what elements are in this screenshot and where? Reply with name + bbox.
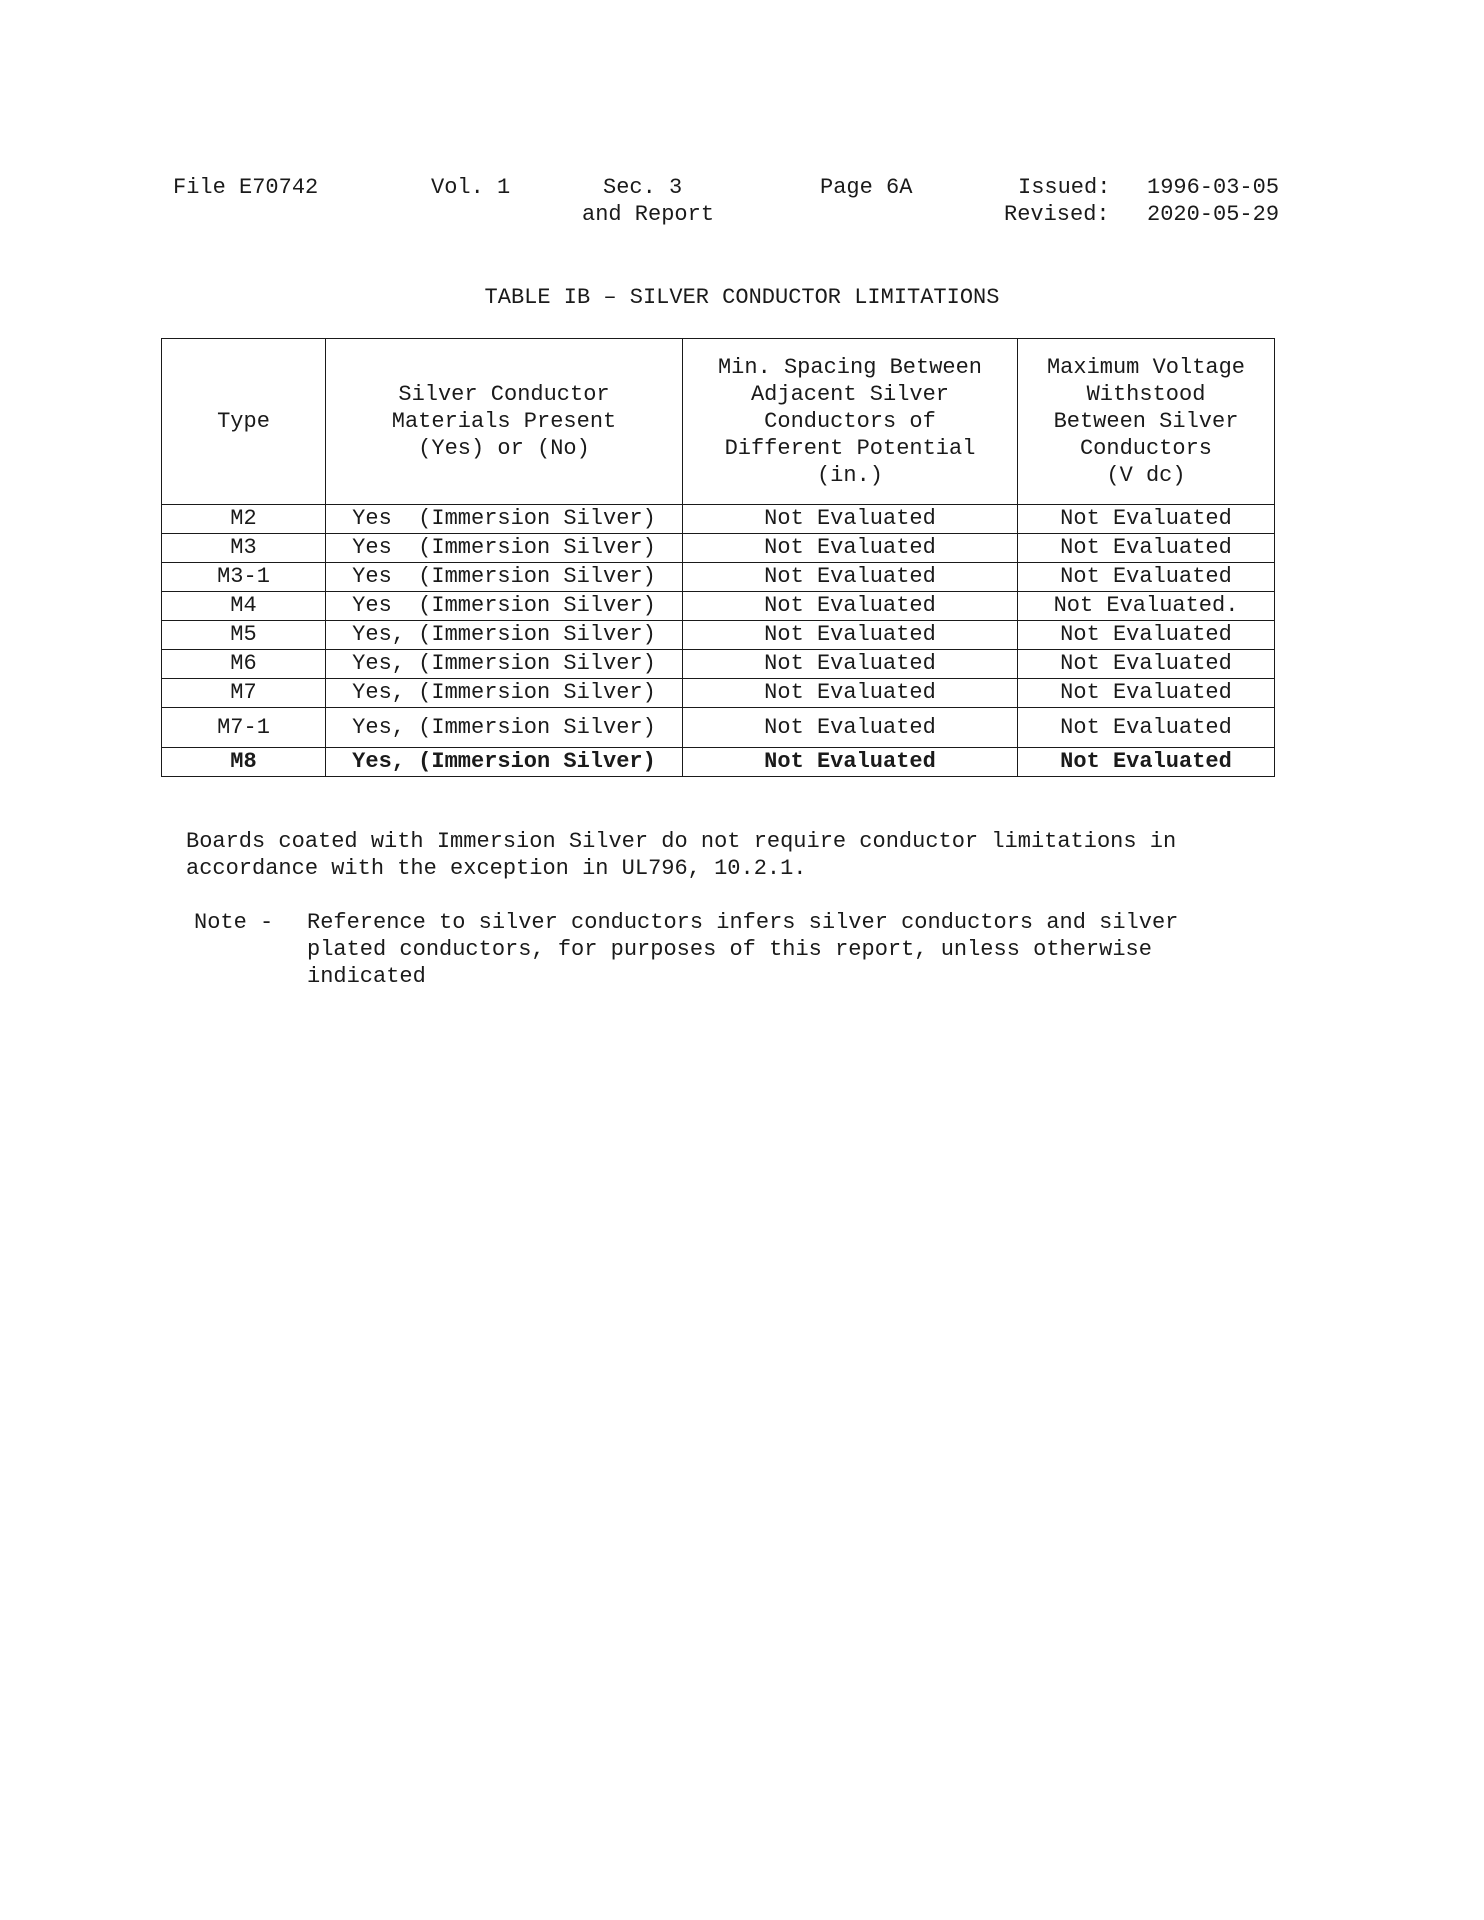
note-label: Note - — [194, 910, 274, 935]
table-row — [162, 748, 1275, 777]
column-header-materials: Silver Conductor Materials Present (Yes) or (No) — [326, 339, 683, 505]
table-row — [162, 505, 1275, 534]
paragraph-line: Boards coated with Immersion Silver do not require conductor limitations in — [186, 829, 1177, 854]
cell-type: M8 — [162, 748, 326, 777]
table-row — [162, 650, 1275, 679]
table-row — [162, 534, 1275, 563]
cell-type: M2 — [162, 505, 326, 534]
cell-voltage: Not Evaluated — [1018, 679, 1275, 708]
cell-spacing: Not Evaluated — [683, 563, 1018, 592]
cell-materials: Yes, (Immersion Silver) — [326, 748, 683, 777]
column-header-voltage: Maximum Voltage Withstood Between Silver Conductors (V dc) — [1018, 339, 1275, 505]
note-line: plated conductors, for purposes of this report, unless otherwise — [307, 937, 1152, 962]
cell-materials: Yes, (Immersion Silver) — [326, 650, 683, 679]
cell-voltage: Not Evaluated — [1018, 563, 1275, 592]
table-row — [162, 708, 1275, 748]
cell-type: M6 — [162, 650, 326, 679]
column-header-type: Type — [162, 339, 326, 505]
cell-type: M3-1 — [162, 563, 326, 592]
note-line: Reference to silver conductors infers silver conductors and silver — [307, 910, 1179, 935]
cell-voltage: Not Evaluated — [1018, 534, 1275, 563]
cell-type: M7 — [162, 679, 326, 708]
cell-spacing: Not Evaluated — [683, 534, 1018, 563]
cell-voltage: Not Evaluated — [1018, 708, 1275, 748]
cell-materials: Yes (Immersion Silver) — [326, 534, 683, 563]
section: Sec. 3 — [603, 175, 683, 200]
table-title: TABLE IB – SILVER CONDUCTOR LIMITATIONS — [484, 285, 1000, 310]
cell-materials: Yes (Immersion Silver) — [326, 592, 683, 621]
cell-voltage: Not Evaluated — [1018, 748, 1275, 777]
cell-spacing: Not Evaluated — [683, 505, 1018, 534]
issued-date: 1996-03-05 — [1147, 175, 1280, 200]
cell-materials: Yes, (Immersion Silver) — [326, 621, 683, 650]
column-header-spacing: Min. Spacing Between Adjacent Silver Conductors of Different Potential (in.) — [683, 339, 1018, 505]
table-row — [162, 592, 1275, 621]
cell-voltage: Not Evaluated — [1018, 650, 1275, 679]
page-number: Page 6A — [820, 175, 913, 200]
table-row — [162, 621, 1275, 650]
cell-spacing: Not Evaluated — [683, 621, 1018, 650]
cell-materials: Yes (Immersion Silver) — [326, 563, 683, 592]
cell-materials: Yes, (Immersion Silver) — [326, 679, 683, 708]
paragraph-line: accordance with the exception in UL796, 10.2.1. — [186, 856, 807, 881]
note-line: indicated — [307, 964, 426, 989]
table-header-row — [162, 339, 1275, 505]
section-subtitle: and Report — [582, 202, 715, 227]
cell-spacing: Not Evaluated — [683, 679, 1018, 708]
cell-spacing: Not Evaluated — [683, 650, 1018, 679]
revised-label: Revised: — [1004, 202, 1110, 227]
cell-voltage: Not Evaluated. — [1018, 592, 1275, 621]
table-row — [162, 679, 1275, 708]
silver-conductor-table — [161, 338, 1275, 777]
cell-spacing: Not Evaluated — [683, 592, 1018, 621]
cell-materials: Yes, (Immersion Silver) — [326, 708, 683, 748]
cell-voltage: Not Evaluated — [1018, 505, 1275, 534]
volume: Vol. 1 — [431, 175, 511, 200]
revised-date: 2020-05-29 — [1147, 202, 1280, 227]
cell-type: M5 — [162, 621, 326, 650]
cell-type: M7-1 — [162, 708, 326, 748]
cell-spacing: Not Evaluated — [683, 708, 1018, 748]
cell-materials: Yes (Immersion Silver) — [326, 505, 683, 534]
cell-spacing: Not Evaluated — [683, 748, 1018, 777]
file-number: File E70742 — [173, 175, 319, 200]
cell-type: M3 — [162, 534, 326, 563]
cell-type: M4 — [162, 592, 326, 621]
issued-label: Issued: — [1018, 175, 1111, 200]
cell-voltage: Not Evaluated — [1018, 621, 1275, 650]
table-row — [162, 563, 1275, 592]
